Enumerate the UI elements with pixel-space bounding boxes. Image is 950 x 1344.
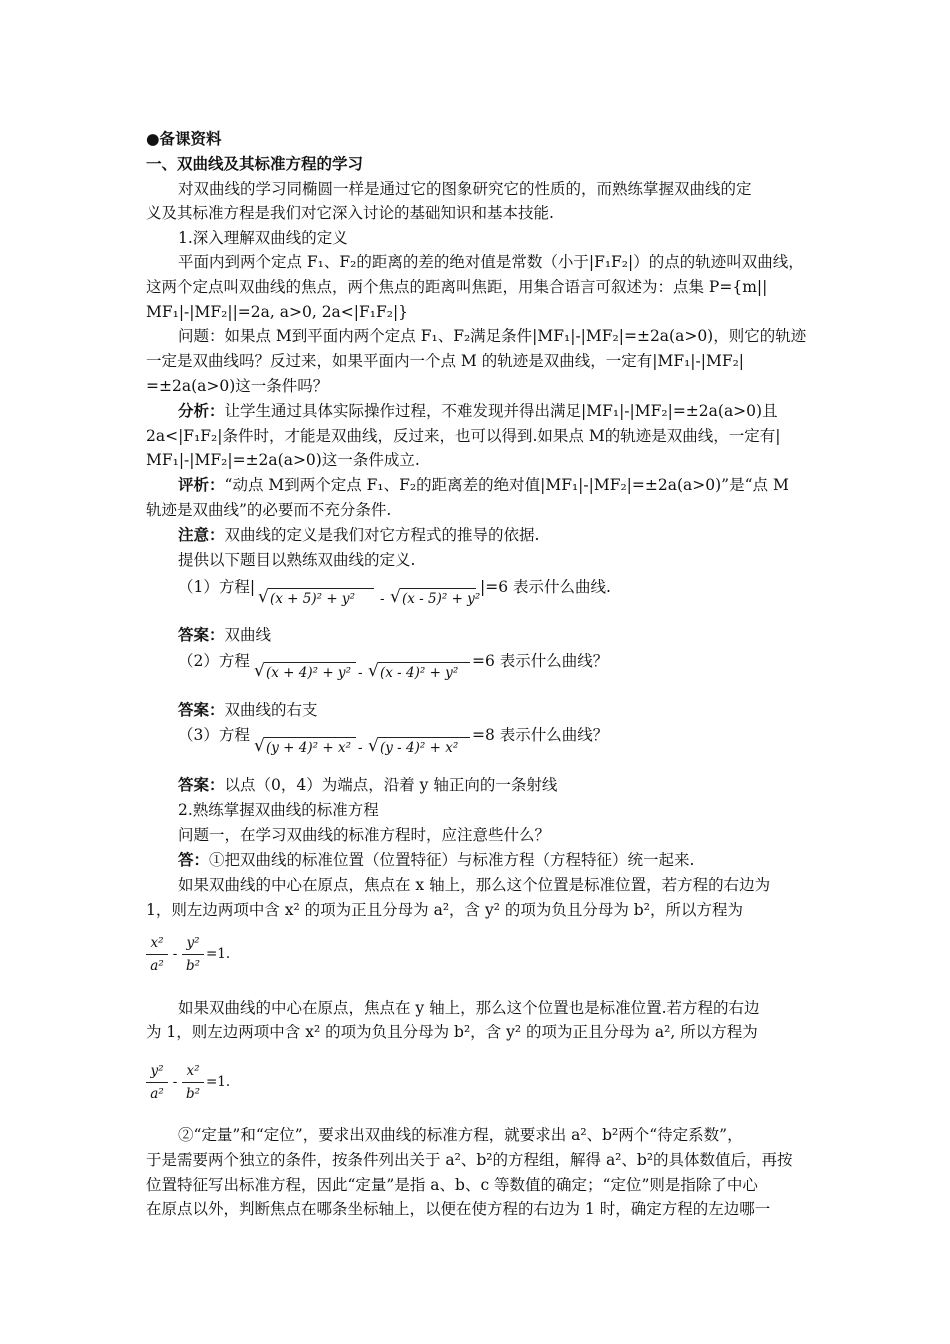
- comment-label: 评析：: [178, 475, 225, 494]
- radicand: (x + 5)² + y²: [270, 591, 355, 607]
- radicand: (y + 4)² + x²: [266, 740, 351, 756]
- paragraph-line: MF₁|-|MF₂|=±2a(a>0)这一条件成立.: [146, 451, 420, 469]
- minus-sign: -: [380, 591, 385, 607]
- paragraph-line: 义及其标准方程是我们对它深入讨论的基础知识和基本技能.: [146, 204, 554, 222]
- fraction-bar: [146, 954, 168, 955]
- paragraph-line: 在原点以外，判断焦点在哪条坐标轴上，以便在使方程的右边为 1 时，确定方程的左边哪一: [146, 1200, 771, 1218]
- answer-label: 答案：: [178, 700, 225, 719]
- fraction-denominator: b²: [185, 958, 201, 974]
- note-label: 注意：: [178, 525, 225, 544]
- answer-text: ①把双曲线的标准位置（位置特征）与标准方程（方程特征）统一起来.: [209, 851, 695, 869]
- radical-sign: √: [390, 587, 401, 607]
- fraction-denominator: a²: [150, 958, 164, 974]
- radicand: (x - 5)² + y²: [402, 591, 481, 607]
- paragraph-line: 如果双曲线的中心在原点，焦点在 y 轴上，那么这个位置也是标准位置.若方程的右边: [178, 999, 760, 1017]
- question-1-suffix: |=6 表示什么曲线.: [480, 578, 611, 596]
- minus-sign: -: [358, 665, 363, 681]
- radical-sign: √: [254, 736, 265, 756]
- equation-rhs: =1.: [206, 946, 231, 962]
- comment-line: [178, 475, 816, 495]
- fraction-numerator: x²: [186, 1063, 200, 1079]
- note-line: [178, 525, 816, 545]
- question-2-prefix: （2）方程: [178, 652, 250, 670]
- question-3-prefix: （3）方程: [178, 726, 250, 744]
- answer-text: 双曲线: [224, 626, 272, 644]
- paragraph-line: 于是需要两个独立的条件，按条件列出关于 a²、b²的方程组，解得 a²、b²的具体数值后，再按: [146, 1151, 793, 1169]
- paragraph-line: 一定是双曲线吗？反过来，如果平面内一个点 M 的轨迹是双曲线，一定有|MF₁|-|MF₂|: [146, 352, 745, 370]
- radical-sign: √: [254, 661, 265, 681]
- fraction-denominator: b²: [185, 1086, 201, 1102]
- paragraph-line: MF₁|-|MF₂||=2a, a>0, 2a<|F₁F₂|}: [146, 303, 409, 321]
- minus-sign: -: [358, 740, 363, 756]
- minus-sign: -: [172, 1074, 178, 1090]
- subsection-title: 1.深入理解双曲线的定义: [178, 229, 348, 247]
- analysis-line: [178, 401, 816, 421]
- radical-sign: √: [368, 736, 379, 756]
- subsection-title: 2.熟练掌握双曲线的标准方程: [178, 801, 379, 819]
- fraction-numerator: y²: [150, 1063, 164, 1079]
- fraction-bar: [146, 1082, 168, 1083]
- paragraph-line: 位置特征写出标准方程，因此“定量”是指 a、b、c 等数值的确定；“定位”则是指除了中心: [146, 1176, 758, 1194]
- note-text: 双曲线的定义是我们对它方程式的推导的依据.: [224, 526, 540, 544]
- analysis-text: 让学生通过具体实际操作过程，不难发现并得出满足|MF₁|-|MF₂|=±2a(a>0)且: [224, 402, 778, 420]
- paragraph-line: 对双曲线的学习同椭圆一样是通过它的图象研究它的性质的，而熟练掌握双曲线的定: [178, 180, 752, 198]
- answer-text: 以点（0，4）为端点，沿着 y 轴正向的一条射线: [224, 776, 558, 794]
- fraction-numerator: y²: [186, 935, 200, 951]
- answer-label: 答：: [178, 850, 210, 869]
- minus-sign: -: [172, 946, 178, 962]
- paragraph-line: =±2a(a>0)这一条件吗？: [146, 377, 329, 395]
- paragraph-line: 问题一，在学习双曲线的标准方程时，应注意些什么？: [178, 826, 551, 844]
- answer-1: [178, 625, 816, 645]
- answer-label: 答案：: [178, 625, 225, 644]
- radicand: (x + 4)² + y²: [266, 665, 351, 681]
- answer-label: 答案：: [178, 775, 225, 794]
- radical-sign: √: [368, 661, 379, 681]
- paragraph-line: 这两个定点叫双曲线的焦点，两个焦点的距离叫焦距，用集合语言可叙述为：点集 P={m||: [146, 278, 768, 296]
- answer-line: [178, 850, 816, 870]
- paragraph-line: 如果双曲线的中心在原点，焦点在 x 轴上，那么这个位置是标准位置，若方程的右边为: [178, 876, 771, 894]
- fraction-bar: [182, 954, 204, 955]
- paragraph-line: 问题：如果点 M到平面内两个定点 F₁、F₂满足条件|MF₁|-|MF₂|=±2a(a>0)，则它的轨迹: [178, 327, 807, 345]
- question-1-prefix: （1）方程|: [178, 578, 256, 596]
- answer-3: [178, 775, 816, 795]
- paragraph-line: 2a<|F₁F₂|条件时，才能是双曲线，反过来，也可以得到.如果点 M的轨迹是双曲线，一定有|: [146, 427, 781, 445]
- question-2-suffix: =6 表示什么曲线？: [472, 652, 609, 670]
- question-3-suffix: =8 表示什么曲线？: [472, 726, 609, 744]
- fraction-numerator: x²: [150, 935, 164, 951]
- paragraph-line: 1，则左边两项中含 x² 的项为正且分母为 a²，含 y² 的项为负且分母为 b²，所以方程为: [146, 901, 743, 919]
- section-title-1: 一、双曲线及其标准方程的学习: [146, 154, 364, 173]
- radicand: (y - 4)² + x²: [380, 740, 459, 756]
- heading: ●备课资料: [146, 129, 222, 148]
- equation-rhs: =1.: [206, 1074, 231, 1090]
- comment-text: “动点 M到两个定点 F₁、F₂的距离差的绝对值|MF₁|-|MF₂|=±2a(a>0)”是“点 M: [224, 476, 789, 494]
- paragraph-line: 为 1，则左边两项中含 x² 的项为负且分母为 b²，含 y² 的项为正且分母为 a², 所以方程为: [146, 1023, 758, 1041]
- fraction-denominator: a²: [150, 1086, 164, 1102]
- paragraph-line: 提供以下题目以熟练双曲线的定义.: [178, 551, 416, 569]
- analysis-label: 分析：: [178, 401, 225, 420]
- radical-sign: √: [258, 587, 269, 607]
- radicand: (x - 4)² + y²: [380, 665, 459, 681]
- paragraph-line: 轨迹是双曲线”的必要而不充分条件.: [146, 501, 392, 519]
- paragraph-line: ②“定量”和“定位”，要求出双曲线的标准方程，就要求出 a²、b²两个“待定系数”，: [178, 1126, 743, 1144]
- fraction-bar: [182, 1082, 204, 1083]
- paragraph-line: 平面内到两个定点 F₁、F₂的距离的差的绝对值是常数（小于|F₁F₂|）的点的轨迹叫双曲线，: [178, 253, 804, 271]
- answer-text: 双曲线的右支: [224, 701, 318, 719]
- answer-2: [178, 700, 816, 720]
